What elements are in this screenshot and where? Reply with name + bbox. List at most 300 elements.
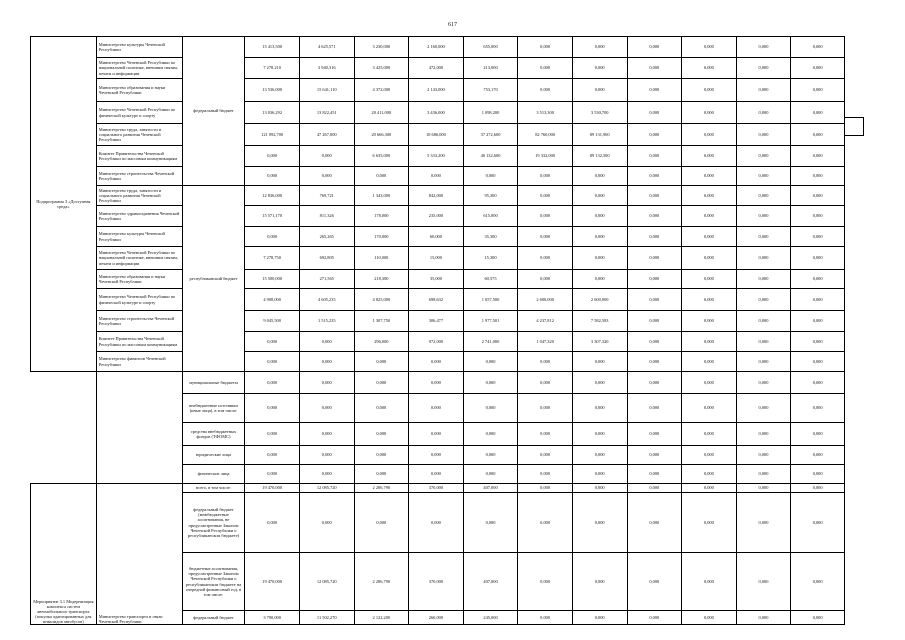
value-cell: 3 940,316: [299, 58, 354, 79]
table-row: [31, 58, 845, 79]
value-cell: 13 822,451: [299, 102, 354, 124]
value-cell: 1 977,501: [463, 311, 518, 332]
value-cell: 0,000: [791, 611, 845, 625]
table-row: [31, 289, 845, 311]
value-cell: 0,000: [518, 37, 573, 58]
organization-name: Министерство образования и науки Чеченской Республики: [96, 270, 182, 289]
value-cell: 0,000: [627, 352, 682, 372]
value-cell: 0,000: [572, 372, 627, 394]
value-cell: 0,000: [409, 423, 464, 446]
table-row: [31, 352, 845, 372]
value-cell: 82 760,000: [518, 124, 573, 146]
value-cell: 0,000: [682, 493, 737, 553]
table-row: [31, 206, 845, 227]
value-cell: 15,300: [463, 247, 518, 270]
table-row: [31, 79, 845, 102]
value-cell: 0,000: [518, 270, 573, 289]
value-cell: 170,000: [354, 227, 409, 247]
program-name: Подпрограмма 3 «Доступная среда»: [31, 37, 97, 372]
value-cell: 3 530,700: [572, 102, 627, 124]
value-cell: 0,000: [572, 493, 627, 553]
value-cell: 0,000: [463, 352, 518, 372]
table-row: [31, 372, 845, 394]
table-row: [31, 37, 845, 58]
organization-name: Министерство Чеченской Республики по национальной политике, внешним связям, печати и информации: [96, 58, 182, 79]
value-cell: 5 333,200: [409, 146, 464, 167]
value-cell: 0,000: [245, 446, 300, 465]
value-cell: 0,000: [791, 58, 845, 79]
value-cell: 3 790,000: [245, 611, 300, 625]
value-cell: 0,000: [682, 270, 737, 289]
value-cell: 0,000: [572, 394, 627, 423]
value-cell: 4 372,000: [354, 79, 409, 102]
value-cell: 19 470,000: [245, 553, 300, 611]
value-cell: 0,000: [627, 124, 682, 146]
value-cell: 110,000: [354, 247, 409, 270]
value-cell: 0,000: [791, 311, 845, 332]
value-cell: 0,000: [791, 484, 845, 493]
value-cell: 0,000: [791, 465, 845, 484]
value-cell: 0,000: [736, 124, 791, 146]
value-cell: 0,000: [572, 611, 627, 625]
value-cell: 769,721: [299, 186, 354, 206]
value-cell: 0,000: [682, 186, 737, 206]
value-cell: 0,000: [736, 611, 791, 625]
value-cell: 0,000: [572, 553, 627, 611]
value-cell: 3 307,320: [572, 332, 627, 352]
value-cell: 0,000: [299, 423, 354, 446]
value-cell: 0,000: [736, 423, 791, 446]
value-cell: 0,000: [682, 227, 737, 247]
value-cell: 0,000: [682, 553, 737, 611]
organization-name: Министерство труда, занятости и социального развития Чеченской Республики: [96, 186, 182, 206]
value-cell: 0,000: [791, 446, 845, 465]
value-cell: 0,000: [354, 423, 409, 446]
value-cell: 0,000: [518, 186, 573, 206]
value-cell: 0,000: [463, 423, 518, 446]
blank-cell: [31, 372, 97, 484]
value-cell: 2 143,000: [409, 79, 464, 102]
budget-table: [30, 36, 845, 625]
overflow-cell: [845, 117, 864, 136]
value-cell: 2 122,200: [354, 611, 409, 625]
value-cell: 121 092,700: [245, 124, 300, 146]
value-cell: 0,000: [791, 394, 845, 423]
value-cell: 0,000: [299, 372, 354, 394]
value-cell: 0,000: [736, 37, 791, 58]
value-cell: 0,000: [682, 394, 737, 423]
value-cell: 0,000: [518, 465, 573, 484]
organization-name: Министерство строительства Чеченской Республики: [96, 311, 182, 332]
value-cell: 47 267,000: [299, 124, 354, 146]
value-cell: 0,000: [736, 484, 791, 493]
value-cell: 0,000: [518, 394, 573, 423]
value-cell: 0,000: [572, 270, 627, 289]
value-cell: 0,000: [682, 311, 737, 332]
value-cell: 0,000: [791, 206, 845, 227]
value-cell: 0,000: [627, 270, 682, 289]
value-cell: 0,000: [791, 167, 845, 186]
value-cell: 0,000: [682, 465, 737, 484]
value-cell: 0,000: [572, 37, 627, 58]
value-cell: 89 131,900: [572, 124, 627, 146]
table-row: [31, 146, 845, 167]
value-cell: 0,000: [736, 465, 791, 484]
funding-source: республиканский бюджет: [182, 186, 245, 372]
value-cell: 0,000: [682, 352, 737, 372]
value-cell: 2 600,000: [518, 289, 573, 311]
table-row: [31, 227, 845, 247]
value-cell: 0,000: [682, 372, 737, 394]
funding-source: бюджетные ассигнования, предусмотренные Законом Чеченской Республики о республиканском бюджете на очередной финансовый год, в том числе:: [182, 553, 245, 611]
value-cell: 15,000: [409, 247, 464, 270]
value-cell: 0,000: [736, 446, 791, 465]
funding-source: федеральный бюджет: [182, 611, 245, 625]
value-cell: 0,000: [736, 372, 791, 394]
value-cell: 0,000: [245, 146, 300, 167]
value-cell: 0,000: [791, 289, 845, 311]
value-cell: 0,000: [627, 465, 682, 484]
value-cell: 0,000: [299, 332, 354, 352]
value-cell: 0,000: [736, 352, 791, 372]
organization-name: Министерство Чеченской Республики по физической культуре и спорту: [96, 289, 182, 311]
value-cell: 306,477: [409, 311, 464, 332]
value-cell: 0,000: [627, 167, 682, 186]
blank-cell: [96, 372, 182, 484]
value-cell: 0,000: [627, 247, 682, 270]
value-cell: 35,300: [463, 227, 518, 247]
value-cell: 0,000: [354, 493, 409, 553]
value-cell: 0,000: [682, 332, 737, 352]
value-cell: 0,000: [791, 372, 845, 394]
value-cell: 0,000: [736, 332, 791, 352]
value-cell: 0,000: [682, 102, 737, 124]
value-cell: 0,000: [354, 352, 409, 372]
value-cell: 0,000: [627, 227, 682, 247]
value-cell: 0,000: [463, 446, 518, 465]
value-cell: 0,000: [354, 446, 409, 465]
table-row: [31, 186, 845, 206]
value-cell: 0,000: [299, 465, 354, 484]
value-cell: 0,000: [299, 167, 354, 186]
value-cell: 0,000: [299, 394, 354, 423]
value-cell: 0,000: [245, 352, 300, 372]
value-cell: 1 515,235: [299, 311, 354, 332]
value-cell: 0,000: [627, 372, 682, 394]
value-cell: 0,000: [518, 227, 573, 247]
value-cell: 0,000: [518, 446, 573, 465]
value-cell: 0,000: [572, 186, 627, 206]
value-cell: 0,000: [572, 423, 627, 446]
value-cell: 972,000: [409, 332, 464, 352]
value-cell: 0,000: [736, 227, 791, 247]
value-cell: 0,000: [682, 37, 737, 58]
value-cell: 615,000: [463, 206, 518, 227]
value-cell: 0,000: [245, 332, 300, 352]
value-cell: 13 536,000: [245, 79, 300, 102]
value-cell: 0,000: [736, 311, 791, 332]
value-cell: 0,000: [736, 206, 791, 227]
table-row: [31, 167, 845, 186]
value-cell: 0,000: [682, 206, 737, 227]
value-cell: 0,000: [736, 102, 791, 124]
organization-name: Министерство здравоохранения Чеченской Республики: [96, 206, 182, 227]
value-cell: 3 230,000: [354, 37, 409, 58]
value-cell: 0,000: [463, 394, 518, 423]
value-cell: 0,000: [791, 146, 845, 167]
value-cell: 0,000: [245, 493, 300, 553]
value-cell: 753,170: [463, 79, 518, 102]
value-cell: 19 470,000: [245, 484, 300, 493]
organization-name: Министерство культуры Чеченской Республики: [96, 227, 182, 247]
funding-source: федеральный бюджет (межбюджетные ассигнования, не предусмотренные Законом Чеченской Республики о республиканском бюджете): [182, 493, 245, 553]
value-cell: 12 085,720: [299, 553, 354, 611]
funding-source: муниципальные бюджеты: [182, 372, 245, 394]
organization-name: Комитет Правительства Чеченской Республики по массовым коммуникациям: [96, 332, 182, 352]
table-row: [31, 124, 845, 146]
value-cell: 2 286,790: [354, 484, 409, 493]
value-cell: 271,565: [299, 270, 354, 289]
value-cell: 0,000: [682, 124, 737, 146]
value-cell: 0,000: [299, 146, 354, 167]
value-cell: 0,000: [627, 553, 682, 611]
value-cell: 7 278,750: [245, 247, 300, 270]
value-cell: 698,632: [409, 289, 464, 311]
value-cell: 0,000: [791, 352, 845, 372]
value-cell: 95,300: [463, 186, 518, 206]
value-cell: 2 286,790: [354, 553, 409, 611]
value-cell: 3 425,000: [354, 58, 409, 79]
value-cell: 0,000: [572, 227, 627, 247]
value-cell: 0,000: [736, 394, 791, 423]
value-cell: 0,000: [791, 186, 845, 206]
organization-name: Министерство образования и науки Чеченской Республики: [96, 79, 182, 102]
value-cell: 0,000: [627, 311, 682, 332]
value-cell: 0,000: [572, 465, 627, 484]
value-cell: 0,000: [572, 79, 627, 102]
value-cell: 4 825,000: [354, 289, 409, 311]
value-cell: 0,000: [409, 493, 464, 553]
value-cell: 0,000: [682, 79, 737, 102]
value-cell: 0,000: [627, 289, 682, 311]
value-cell: 296,000: [354, 332, 409, 352]
value-cell: 7 278,210: [245, 58, 300, 79]
value-cell: 20 411,000: [354, 102, 409, 124]
value-cell: 4 908,000: [245, 289, 300, 311]
value-cell: 89 132,500: [572, 146, 627, 167]
value-cell: 0,000: [627, 102, 682, 124]
organization-name: Министерство труда, занятости и социального развития Чеченской Республики: [96, 124, 182, 146]
value-cell: 0,000: [463, 493, 518, 553]
value-cell: 0,000: [736, 493, 791, 553]
funding-source: юридические лица: [182, 446, 245, 465]
value-cell: 0,000: [245, 394, 300, 423]
value-cell: 1 307,750: [354, 311, 409, 332]
value-cell: 0,000: [736, 58, 791, 79]
value-cell: 0,000: [518, 167, 573, 186]
value-cell: 0,000: [682, 423, 737, 446]
funding-source: всего, в том числе:: [182, 484, 245, 493]
value-cell: 178,000: [354, 206, 409, 227]
value-cell: 0,000: [463, 465, 518, 484]
value-cell: 235,000: [409, 206, 464, 227]
value-cell: 0,000: [409, 352, 464, 372]
value-cell: 0,000: [627, 332, 682, 352]
table-row: [31, 332, 845, 352]
value-cell: 4 237,812: [518, 311, 573, 332]
value-cell: 370,000: [409, 484, 464, 493]
value-cell: 3 513,300: [518, 102, 573, 124]
organization-name: Министерство транспорта и связи Чеченской Республики: [96, 484, 182, 625]
value-cell: 60,575: [463, 270, 518, 289]
value-cell: 0,000: [572, 446, 627, 465]
value-cell: 6 635,000: [354, 146, 409, 167]
table-row: [31, 270, 845, 289]
value-cell: 40 132,600: [463, 146, 518, 167]
value-cell: 472,000: [409, 58, 464, 79]
value-cell: 245,000: [463, 611, 518, 625]
value-cell: 1 343,000: [354, 186, 409, 206]
value-cell: 3 436,000: [409, 102, 464, 124]
funding-source: внебюджетные источники (иные лица), в том числе:: [182, 394, 245, 423]
value-cell: 0,000: [518, 352, 573, 372]
value-cell: 0,000: [736, 146, 791, 167]
value-cell: 0,000: [736, 79, 791, 102]
value-cell: 4 605,235: [299, 289, 354, 311]
value-cell: 0,000: [627, 484, 682, 493]
value-cell: 370,000: [409, 553, 464, 611]
value-cell: 0,000: [299, 493, 354, 553]
value-cell: 0,000: [791, 270, 845, 289]
value-cell: 0,000: [627, 611, 682, 625]
value-cell: 0,000: [409, 465, 464, 484]
value-cell: 0,000: [518, 423, 573, 446]
table-row: [31, 484, 845, 493]
value-cell: 37 272,600: [463, 124, 518, 146]
value-cell: 0,000: [245, 227, 300, 247]
value-cell: 0,000: [572, 352, 627, 372]
value-cell: 0,000: [627, 58, 682, 79]
value-cell: 0,000: [791, 37, 845, 58]
value-cell: 0,000: [518, 372, 573, 394]
value-cell: 1 098,200: [463, 102, 518, 124]
value-cell: 842,000: [409, 186, 464, 206]
value-cell: 0,000: [354, 167, 409, 186]
value-cell: 0,000: [627, 446, 682, 465]
value-cell: 0,000: [791, 227, 845, 247]
value-cell: 0,000: [627, 146, 682, 167]
table-row: [31, 247, 845, 270]
organization-name: Министерство строительства Чеченской Республики: [96, 167, 182, 186]
value-cell: 4 625,571: [299, 37, 354, 58]
organization-name: Министерство Чеченской Республики по национальной политике, внешним связям, печати и информации: [96, 247, 182, 270]
value-cell: 0,000: [572, 167, 627, 186]
funding-source: средства внебюджетных фондов (ТФОМС): [182, 423, 245, 446]
value-cell: 1 047,320: [518, 332, 573, 352]
value-cell: 0,000: [245, 423, 300, 446]
value-cell: 0,000: [518, 79, 573, 102]
value-cell: 0,000: [409, 446, 464, 465]
value-cell: 0,000: [736, 167, 791, 186]
value-cell: 0,000: [518, 58, 573, 79]
value-cell: 0,000: [409, 394, 464, 423]
value-cell: 0,000: [791, 553, 845, 611]
value-cell: 0,000: [245, 167, 300, 186]
value-cell: 13 036,292: [245, 102, 300, 124]
value-cell: 60,000: [409, 227, 464, 247]
value-cell: 2 160,000: [409, 37, 464, 58]
value-cell: 655,000: [463, 37, 518, 58]
value-cell: 0,000: [518, 611, 573, 625]
measure-name: Мероприятие 3.1 Модернизация комплекса систем автомобильного транспорта (покупка адаптированных для инвалидов автобусов): [31, 484, 97, 625]
value-cell: 0,000: [627, 206, 682, 227]
value-cell: 0,000: [518, 484, 573, 493]
value-cell: 9 045,500: [245, 311, 300, 332]
value-cell: 2 741,000: [463, 332, 518, 352]
value-cell: 407,000: [463, 484, 518, 493]
value-cell: 20 666,300: [354, 124, 409, 146]
value-cell: 0,000: [682, 58, 737, 79]
page-number: 617: [448, 22, 457, 28]
value-cell: 0,000: [627, 394, 682, 423]
table-row: [31, 102, 845, 124]
value-cell: 35,000: [409, 270, 464, 289]
value-cell: 0,000: [682, 484, 737, 493]
funding-source: физические лица: [182, 465, 245, 484]
value-cell: 0,000: [627, 493, 682, 553]
value-cell: 0,000: [791, 247, 845, 270]
value-cell: 260,000: [409, 611, 464, 625]
organization-name: Комитет Правительства Чеченской Республики по массовым коммуникациям: [96, 146, 182, 167]
value-cell: 0,000: [518, 206, 573, 227]
value-cell: 18 686,000: [409, 124, 464, 146]
value-cell: 11 502,270: [299, 611, 354, 625]
value-cell: 0,000: [682, 611, 737, 625]
value-cell: 0,000: [299, 446, 354, 465]
value-cell: 0,000: [627, 79, 682, 102]
value-cell: 0,000: [572, 58, 627, 79]
value-cell: 1 057,500: [463, 289, 518, 311]
value-cell: 0,000: [791, 102, 845, 124]
value-cell: 0,000: [736, 247, 791, 270]
value-cell: 0,000: [572, 206, 627, 227]
value-cell: 15 571,170: [245, 206, 300, 227]
organization-name: Министерство культуры Чеченской Республики: [96, 37, 182, 58]
value-cell: 19 332,000: [518, 146, 573, 167]
value-cell: 0,000: [682, 289, 737, 311]
value-cell: 15 641,110: [299, 79, 354, 102]
value-cell: 0,000: [463, 372, 518, 394]
value-cell: 811,326: [299, 206, 354, 227]
value-cell: 0,000: [791, 124, 845, 146]
value-cell: 0,000: [682, 247, 737, 270]
value-cell: 213,000: [463, 58, 518, 79]
value-cell: 407,000: [463, 553, 518, 611]
value-cell: 0,000: [791, 79, 845, 102]
value-cell: 0,000: [354, 372, 409, 394]
value-cell: 0,000: [572, 484, 627, 493]
value-cell: 0,000: [791, 332, 845, 352]
table-row: [31, 311, 845, 332]
value-cell: 218,300: [354, 270, 409, 289]
value-cell: 0,000: [572, 247, 627, 270]
value-cell: 0,000: [682, 446, 737, 465]
value-cell: 0,000: [627, 423, 682, 446]
value-cell: 0,000: [409, 372, 464, 394]
organization-name: Министерство финансов Чеченской Республики: [96, 352, 182, 372]
value-cell: 12 836,000: [245, 186, 300, 206]
value-cell: 0,000: [736, 553, 791, 611]
